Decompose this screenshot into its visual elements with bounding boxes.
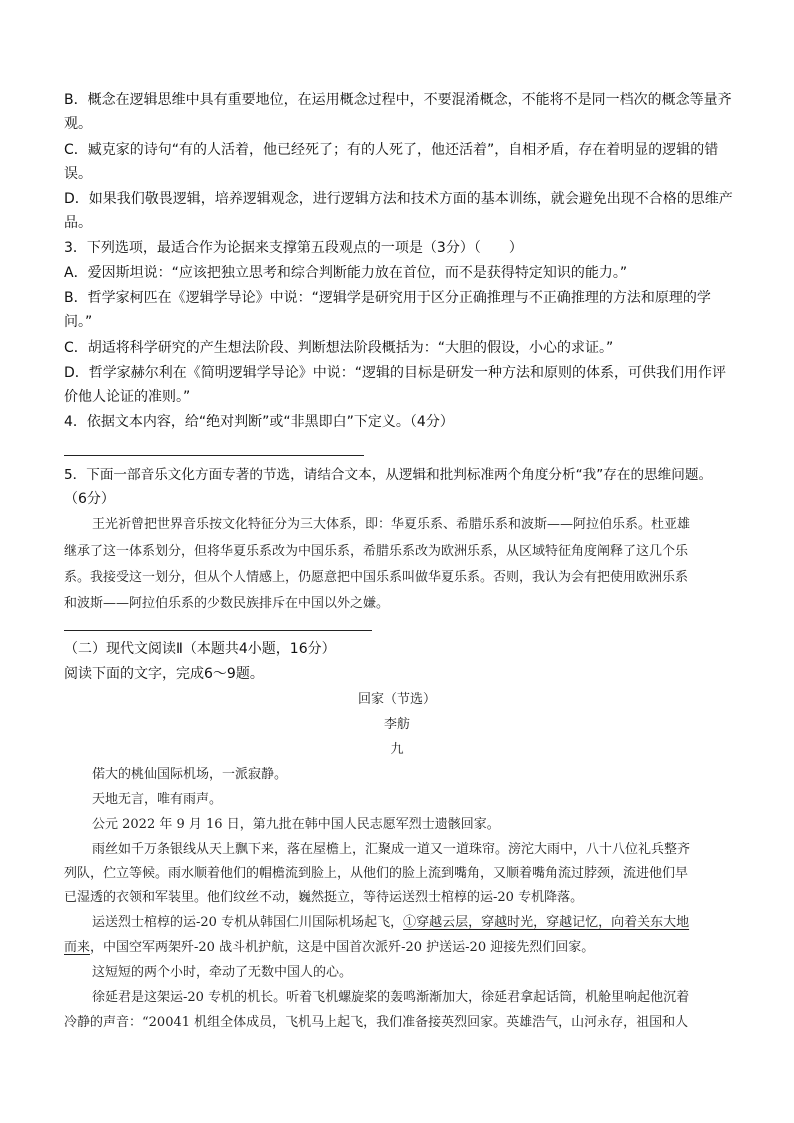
- underlined-sentence-1: ①穿越云层，穿越时光，穿越记忆，向着关东大地: [403, 915, 690, 930]
- part2-instruction: 阅读下面的文字，完成6～9题。: [64, 666, 264, 682]
- paragraph-text: 运送烈士棺椁的运-20 专机从韩国仁川国际机场起飞，: [92, 915, 404, 930]
- q5-excerpt-line: 王光祈曾把世界音乐按文化特征分为三大体系，即：华夏乐系、希腊乐系和波斯——阿拉伯乐系。杜亚雄: [92, 517, 691, 532]
- paragraph-text: ，中国空军两架歼-20 战斗机护航，这是中国首次派歼-20 护送运-20 迎接先烈们回家。: [90, 940, 595, 955]
- q3-option-b: B．哲学家柯匹在《逻辑学导论》中说：“逻辑学是研究用于区分正确推理与不正确推理的方法和原理的学: [64, 290, 711, 306]
- q5-excerpt-line: 和波斯——阿拉伯乐系的少数民族排斥在中国以外之嫌。: [64, 596, 390, 611]
- q2-option-b: B．概念在逻辑思维中具有重要地位，在运用概念过程中，不要混淆概念，不能将不是同一档次的概念等量齐: [64, 92, 732, 108]
- article-line: 雨丝如千万条银线从天上飘下来，落在屋檐上，汇聚成一道又一道珠帘。滂沱大雨中，八十八位礼兵整齐: [92, 842, 691, 857]
- underlined-sentence-1-end: 而来: [64, 940, 91, 955]
- article-line: 偌大的桃仙国际机场，一派寂静。: [92, 767, 288, 782]
- q4-stem: 4．依据文本内容，给“绝对判断”或“非黑即白”下定义。（4分）: [64, 414, 454, 430]
- q3-option-d: D．哲学家赫尔利在《简明逻辑学导论》中说：“逻辑的目标是研发一种方法和原则的体系，可供我们用作评: [64, 365, 727, 381]
- q3-option-d-cont: 价他人论证的准则。”: [64, 389, 191, 405]
- article-paragraph: [64, 938, 734, 958]
- q3-option-b-cont: 问。”: [64, 314, 93, 330]
- article-line: 天地无言，唯有雨声。: [92, 792, 223, 807]
- article-line: 这短短的两个小时，牵动了无数中国人的心。: [92, 965, 353, 980]
- q2-option-c: C．臧克家的诗句“有的人活着，他已经死了；有的人死了，他还活着”，自相矛盾，存在着明显的逻辑的错: [64, 142, 719, 158]
- part2-heading: （二）现代文阅读Ⅱ（本题共4小题，16分）: [64, 641, 336, 657]
- article-line: 徐延君是这架运-20 专机的机长。听着飞机螺旋桨的轰鸣渐渐加大，徐延君拿起话筒，机舱里响起他沉着: [92, 990, 690, 1005]
- q2-option-d: D．如果我们敬畏逻辑，培养逻辑观念，进行逻辑方法和技术方面的基本训练，就会避免出现不合格的思维产: [64, 191, 733, 207]
- q2-option-c-cont: 误。: [64, 166, 92, 182]
- q5-score: （6分）: [64, 491, 115, 507]
- q5-stem: 5．下面一部音乐文化方面专著的节选，请结合文本，从逻辑和批判标准两个角度分析“我”存在的思维问题。: [64, 467, 713, 483]
- q3-option-a: A．爱因斯坦说：“应该把独立思考和综合判断能力放在首位，而不是获得特定知识的能力。”: [64, 265, 628, 281]
- q2-option-b-cont: 观。: [64, 116, 92, 132]
- answer-line: [64, 455, 364, 456]
- article-paragraph: [92, 913, 762, 933]
- article-line: 公元 2022 年 9 月 16 日，第九批在韩中国人民志愿军烈士遗骸回家。: [92, 817, 500, 832]
- chapter-number: 九: [390, 742, 404, 757]
- article-title: 回家（节选）: [357, 692, 436, 707]
- q5-excerpt-line: 继承了这一体系划分，但将华夏乐系改为中国乐系，希腊乐系改为欧洲乐系，从区域特征角度阐释了这几个乐: [64, 544, 689, 559]
- article-author: 李舫: [383, 717, 410, 732]
- q5-excerpt-line: 系。我接受这一划分，但从个人情感上，仍愿意把中国乐系叫做华夏乐系。否则，我认为会有把使用欧洲乐系: [64, 570, 689, 585]
- q3-stem: 3．下列选项，最适合作为论据来支撑第五段观点的一项是（3分）（ ）: [64, 240, 523, 256]
- answer-line: [64, 630, 372, 631]
- q2-option-d-cont: 品。: [64, 215, 92, 231]
- q3-option-c: C．胡适将科学研究的产生想法阶段、判断想法阶段概括为：“大胆的假设，小心的求证。”: [64, 340, 614, 356]
- article-line: 冷静的声音：“20041 机组全体成员，飞机马上起飞，我们准备接英烈回家。英雄浩气，山河永存，祖国和人: [64, 1015, 689, 1030]
- article-line: 已湿透的衣领和军装里。他们纹丝不动，巍然挺立，等待运送烈士棺椁的运-20 专机降落。: [64, 890, 584, 905]
- article-line: 列队，伫立等候。雨水顺着他们的帽檐流到脸上，从他们的脸上流到嘴角，又顺着嘴角流过脖颈，流进他们早: [64, 866, 689, 881]
